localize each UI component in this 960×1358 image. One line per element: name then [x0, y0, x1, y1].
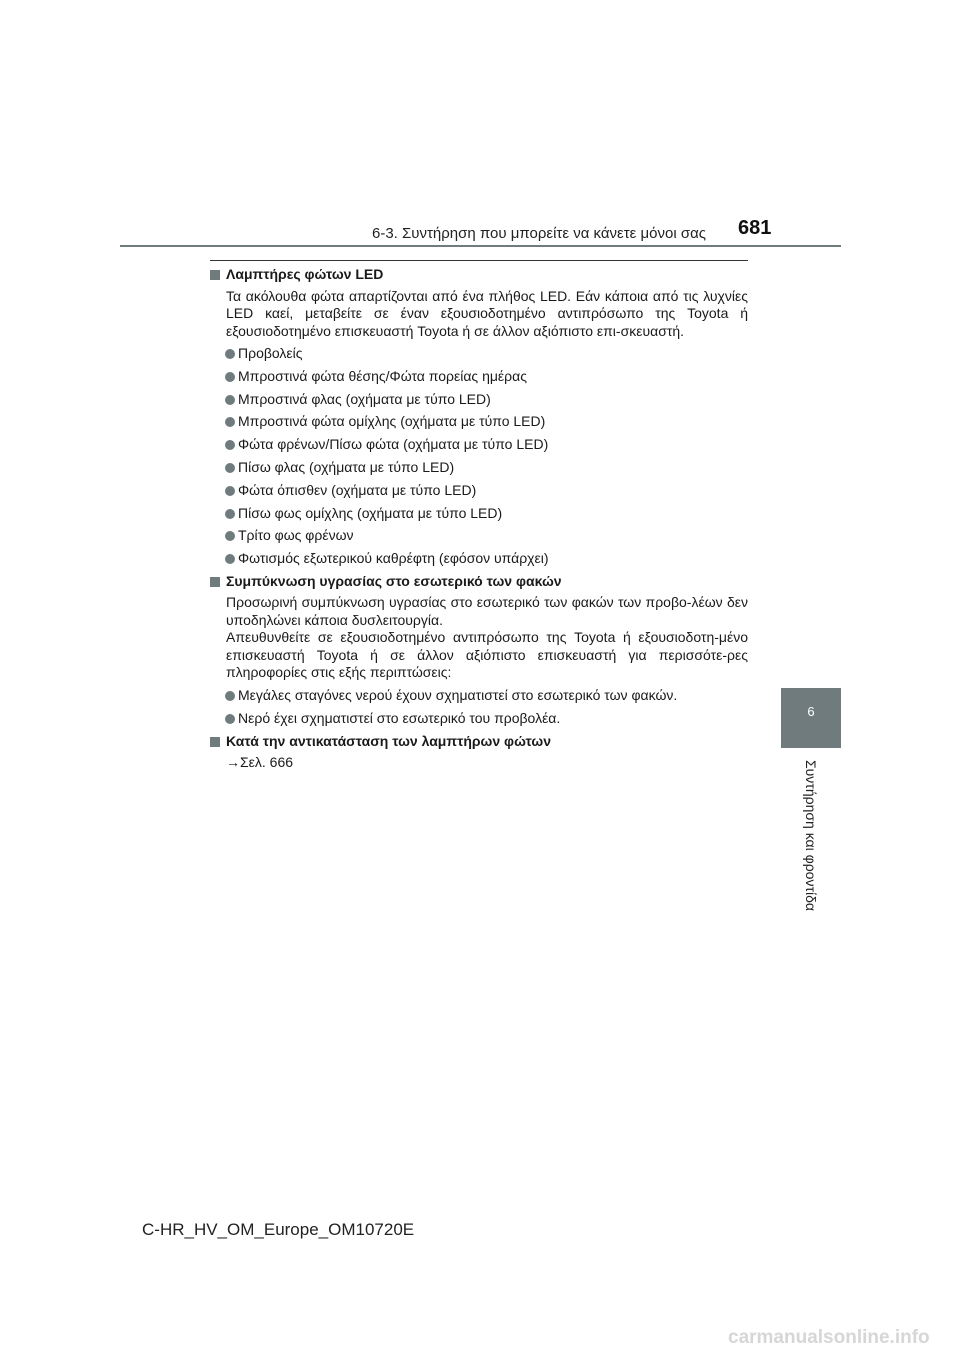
list-item [210, 345, 748, 363]
list-item [210, 710, 748, 728]
document-code: C-HR_HV_OM_Europe_OM10720E [142, 1220, 415, 1239]
section-heading-led-lights [210, 266, 748, 284]
list-item-text: Φωτισμός εξωτερικού καθρέφτη (εφόσον υπάρχει) [238, 550, 549, 567]
list-item-text: Νερό έχει σχηματιστεί στο εσωτερικό του προβολέα. [238, 709, 561, 726]
list-item [210, 391, 748, 409]
square-bullet-icon [210, 577, 220, 587]
page-reference-link[interactable]: →Σελ. 666 [226, 754, 294, 771]
page-number: 681 [738, 217, 772, 239]
circle-bullet-icon [225, 531, 235, 541]
list-item-text: Μπροστινά φώτα θέσης/Φώτα πορείας ημέρας [238, 367, 527, 384]
list-item-text: Μπροστινά φλας (οχήματα με τύπο LED) [238, 390, 491, 407]
chapter-title-vertical [781, 760, 841, 920]
section-header-title: 6-3. Συντήρηση που μπορείτε να κάνετε μόνοι σας [372, 225, 706, 242]
condensation-paragraph-2: Απευθυνθείτε σε εξουσιοδοτημένο αντιπρόσωπο της Toyota ή εξουσιοδοτη-μένο επισκευαστή Toyota ή σε άλλον αξιόπιστο επισκευαστή για περισσότε-ρες πληροφορίες στις εξής περιπτώσεις: [226, 629, 748, 681]
chapter-number: 6 [807, 704, 815, 719]
section-heading-condensation [210, 573, 748, 591]
circle-bullet-icon [225, 395, 235, 405]
section-heading-text: Λαμπτήρες φώτων LED [226, 266, 384, 282]
main-content [210, 266, 748, 772]
content-divider [210, 260, 748, 261]
section-heading-text: Συμπύκνωση υγρασίας στο εσωτερικό των φακών [226, 572, 562, 589]
square-bullet-icon [210, 737, 220, 747]
circle-bullet-icon [225, 349, 235, 359]
section-heading-text: Κατά την αντικατάσταση των λαμπτήρων φώτων [226, 732, 551, 749]
list-item [210, 436, 748, 454]
watermark: carmanualsonline.info [728, 1327, 930, 1348]
section-heading-replacing-bulbs [210, 733, 748, 751]
list-item [210, 687, 748, 705]
chapter-tab[interactable] [781, 688, 841, 748]
list-item-text: Μπροστινά φώτα ομίχλης (οχήματα με τύπο LED) [238, 413, 546, 430]
circle-bullet-icon [225, 486, 235, 496]
chapter-title: Συντήρηση και φροντίδα [803, 760, 819, 911]
circle-bullet-icon [225, 417, 235, 427]
list-item-text: Προβολείς [238, 345, 303, 361]
list-item [210, 368, 748, 386]
circle-bullet-icon [225, 440, 235, 450]
list-item [210, 413, 748, 431]
header-divider [120, 245, 841, 247]
list-item [210, 527, 748, 545]
square-bullet-icon [210, 270, 220, 280]
list-item [210, 505, 748, 523]
list-item-text: Φώτα όπισθεν (οχήματα με τύπο LED) [238, 481, 477, 498]
circle-bullet-icon [225, 463, 235, 473]
circle-bullet-icon [225, 554, 235, 564]
led-lights-paragraph: Τα ακόλουθα φώτα απαρτίζονται από ένα πλήθος LED. Εάν κάποια από τις λυχνίες LED καεί, μεταβείτε σε έναν εξουσιοδοτημένο αντιπρόσωπο της Toyota ή εξουσιοδοτημένο επισκευαστή Toyota ή σε άλλον αξιόπιστο επι-σκευαστή. [226, 287, 748, 339]
list-item [210, 459, 748, 477]
list-item-text: Πίσω φλας (οχήματα με τύπο LED) [238, 458, 455, 475]
list-item [210, 482, 748, 500]
circle-bullet-icon [225, 714, 235, 724]
list-item [210, 550, 748, 568]
circle-bullet-icon [225, 372, 235, 382]
list-item-text: Φώτα φρένων/Πίσω φώτα (οχήματα με τύπο LED) [238, 436, 549, 453]
circle-bullet-icon [225, 509, 235, 519]
condensation-paragraph: Προσωρινή συμπύκνωση υγρασίας στο εσωτερικό των φακών των προβο-λέων δεν υποδηλώνει κάποια δυσλειτουργία. [226, 594, 748, 628]
list-item-text: Πίσω φως ομίχλης (οχήματα με τύπο LED) [238, 504, 503, 521]
list-item-text: Τρίτο φως φρένων [238, 527, 354, 544]
circle-bullet-icon [225, 691, 235, 701]
list-item-text: Μεγάλες σταγόνες νερού έχουν σχηματιστεί στο εσωτερικό των φακών. [238, 686, 678, 703]
